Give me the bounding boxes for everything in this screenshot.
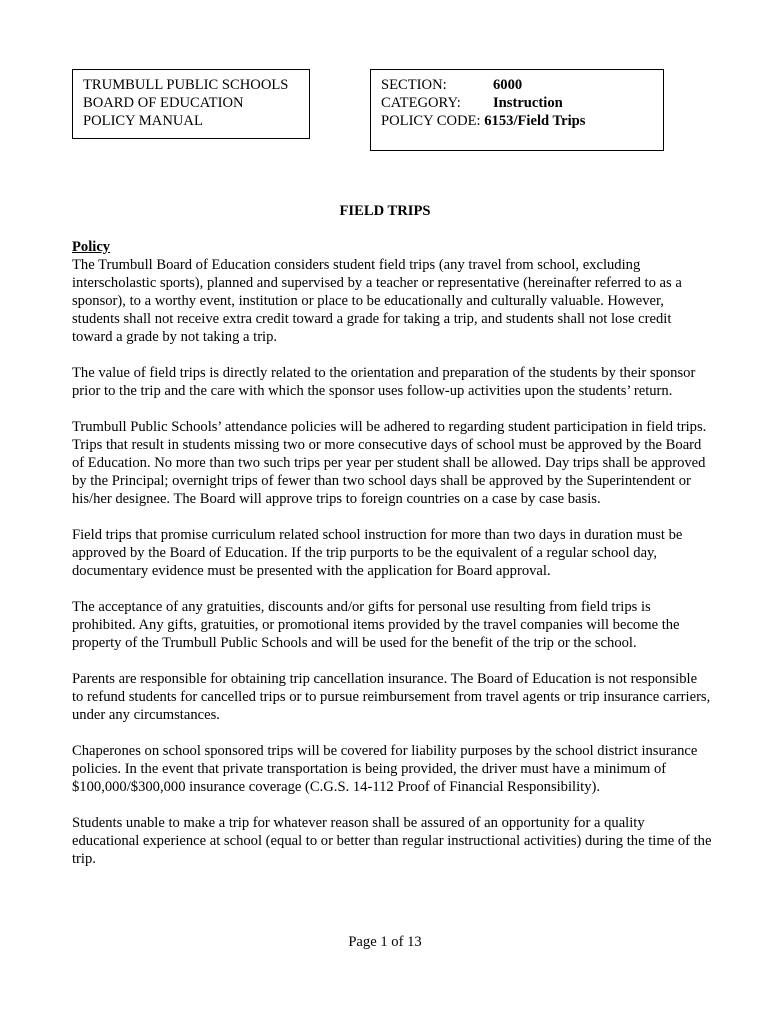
policy-info-box <box>370 69 664 151</box>
district-header-box <box>72 69 310 139</box>
section-value: 6000 <box>493 77 523 93</box>
paragraph: Students unable to make a trip for whatever reason shall be assured of an opportunity for a quality educational experience at school (equal to or better than regular instructional activities) during the time of the trip. <box>72 815 712 867</box>
paragraph: Trumbull Public Schools’ attendance policies will be adhered to regarding student participation in field trips. Trips that result in students missing two or more consecutive days of school must be approved by the Board of Education. No more than two such trips per year per student shall be allowed. Day trips shall be approved by the Principal; overnight trips of fewer than two school days shall be approved by the Superintendent or his/her designee. The Board will approve trips to foreign countries on a case by case basis. <box>72 419 707 507</box>
page-number: Page 1 of 13 <box>348 934 422 950</box>
document-title: FIELD TRIPS <box>339 203 431 219</box>
category-label: CATEGORY: <box>381 95 461 111</box>
paragraph: The Trumbull Board of Education considers student field trips (any travel from school, excluding interscholastic sports), planned and supervised by a teacher or representative (hereinafter referred to as a sponsor), to a worthy event, institution or place to be educationally and culturally valuable. However, students shall not receive extra credit toward a grade for taking a trip, and students shall not lose credit toward a grade by not taking a trip. <box>72 257 682 345</box>
paragraph: Field trips that promise curriculum related school instruction for more than two days in duration must be approved by the Board of Education. If the trip purports to be the equivalent of a regular school day, documentary evidence must be presented with the application for Board approval. <box>72 527 683 579</box>
policy-code-value: 6153/Field Trips <box>484 113 586 129</box>
manual-name: POLICY MANUAL <box>83 113 203 129</box>
policy-code-row <box>381 112 653 130</box>
board-name: BOARD OF EDUCATION <box>83 95 244 111</box>
paragraph: The acceptance of any gratuities, discounts and/or gifts for personal use resulting from field trips is prohibited. Any gifts, gratuities, or promotional items provided by the travel companies will become the property of the Trumbull Public Schools and will be used for the benefit of the trip or the school. <box>72 599 680 651</box>
paragraph: Chaperones on school sponsored trips will be covered for liability purposes by the school district insurance policies. In the event that private transportation is being provided, the driver must have a minimum of $100,000/$300,000 insurance coverage (C.G.S. 14-112 Proof of Financial Responsibility). <box>72 743 698 795</box>
policy-code-label: POLICY CODE: <box>381 113 481 129</box>
section-row <box>381 76 653 94</box>
paragraph: The value of field trips is directly related to the orientation and preparation of the students by their sponsor prior to the trip and the care with which the sponsor uses follow-up activities upon the students’ return. <box>72 365 696 399</box>
paragraph: Parents are responsible for obtaining trip cancellation insurance. The Board of Education is not responsible to refund students for cancelled trips or to pursue reimbursement from travel agents or trip insurance carriers, under any circumstances. <box>72 671 711 723</box>
district-name: TRUMBULL PUBLIC SCHOOLS <box>83 77 289 93</box>
category-value: Instruction <box>493 95 563 111</box>
category-row <box>381 94 653 112</box>
policy-heading: Policy <box>72 239 111 255</box>
section-label: SECTION: <box>381 77 447 93</box>
policy-body <box>72 238 712 868</box>
